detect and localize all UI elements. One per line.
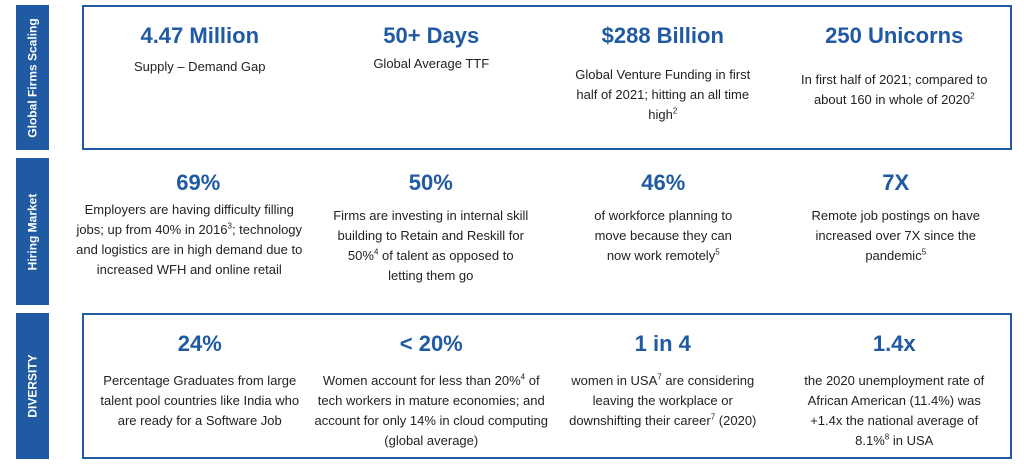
stat-value: 1.4x (872, 331, 916, 356)
section-tab-global-firms-scaling (16, 5, 49, 150)
stat-description: In first half of 2021; compared to about 160 in whole of 2020$^2$ (801, 72, 988, 107)
stat-description: Percentage Graduates from large talent pool countries like India who are ready for a Software Job (100, 373, 300, 428)
footnote-marker: 2 (672, 106, 678, 116)
stat-card (315, 158, 548, 305)
stat-value: 69% (176, 170, 221, 195)
stat-value: 50+ Days (383, 23, 480, 48)
global-firms-scaling-panel (82, 5, 1012, 150)
stat-description: Firms are investing in internal skill building to Retain and Reskill for 50%$^4$ of talent as opposed to letting them go (333, 208, 529, 283)
stat-description: Employers are having difficulty filling jobs; up from 40% in 2016$^3$; technology and logistics are in high demand due to increased WFH and online retail (76, 202, 303, 277)
stat-card (779, 315, 1011, 457)
stat-value: < 20% (399, 331, 463, 356)
stat-value: 250 Unicorns (825, 23, 964, 48)
stat-value: 24% (177, 331, 222, 356)
stat-description: the 2020 unemployment rate of African American (11.4%) was +1.4x the national average of 8.1%$^8$ in USA (804, 373, 985, 448)
stat-value: 50% (408, 170, 453, 195)
stat-description: Women account for less than 20%$^4$ of tech workers in mature economies; and account for only 14% in cloud computing (global average) (314, 372, 548, 448)
stat-card (76, 158, 315, 305)
section-label: Hiring Market (25, 193, 40, 270)
stat-card (780, 158, 1013, 305)
section-label: DIVERSITY (25, 354, 40, 418)
stat-card (316, 315, 548, 457)
stat-card (316, 7, 548, 148)
stat-card (84, 315, 316, 457)
stat-card (779, 7, 1011, 148)
stat-description: Global Venture Funding in first half of 2021; hitting an all time high$^2$ (575, 67, 751, 122)
stat-card (547, 7, 779, 148)
footnote-marker: 7 (657, 372, 662, 382)
footnote-marker: 5 (921, 247, 927, 257)
footnote-marker: 2 (970, 91, 975, 101)
stat-value: $288 Billion (601, 23, 724, 48)
stat-card (547, 315, 779, 457)
stat-description: Supply – Demand Gap (133, 59, 266, 74)
diversity-panel (82, 313, 1012, 459)
stat-value: 7X (882, 170, 910, 195)
footnote-marker: 8 (884, 432, 890, 442)
stat-value: 1 in 4 (634, 331, 691, 356)
footnote-marker: 5 (715, 247, 720, 257)
section-label: Global Firms Scaling (25, 17, 40, 138)
footnote-marker: 4 (373, 247, 379, 257)
section-tab-hiring-market (16, 158, 49, 305)
stat-description: of workforce planning to move because they can now work remotely$^5$ (594, 208, 733, 263)
section-tab-diversity (16, 313, 49, 459)
stat-description: Global Average TTF (373, 56, 490, 71)
footnote-marker: 4 (520, 372, 526, 382)
footnote-marker: 3 (227, 221, 232, 231)
stat-description: Remote job postings on have increased over 7X since the pandemic$^5$ (811, 208, 980, 263)
stat-card (84, 7, 316, 148)
stat-card (547, 158, 780, 305)
stat-value: 4.47 Million (140, 23, 260, 48)
hiring-market-panel (76, 158, 1012, 305)
stat-value: 46% (641, 170, 686, 195)
stat-description: women in USA$^7$ are considering leaving the workplace or downshifting their career$^7$ (2020) (569, 372, 757, 428)
footnote-marker: 7 (710, 412, 716, 422)
